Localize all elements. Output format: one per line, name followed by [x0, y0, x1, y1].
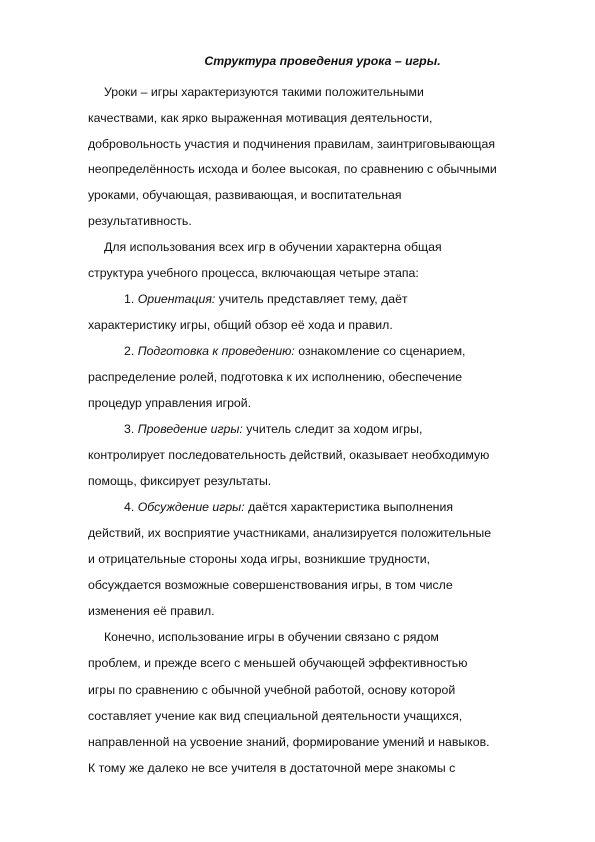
paragraph-line: уроками, обучающая, развивающая, и воспитательная [88, 188, 402, 202]
paragraph-line: помощь, фиксирует результаты. [88, 474, 272, 488]
stage-item-4 [124, 499, 453, 515]
stage-item-2 [124, 343, 465, 359]
paragraph-line: добровольность участия и подчинения правилам, заинтриговывающая [88, 137, 495, 151]
stage-term: Проведение игры: [137, 422, 243, 436]
stage-term: Ориентация: [137, 292, 216, 306]
stage-item-1 [124, 291, 408, 307]
stage-term: Обсуждение игры: [137, 500, 245, 514]
stage-text: даётся характеристика выполнения [248, 500, 453, 514]
stage-number: 4. [124, 500, 135, 514]
paragraph-line: проблем, и прежде всего с меньшей обучающей эффективностью [88, 656, 468, 670]
paragraph-line: неопределённость исхода и более высокая, по сравнению с обычными [88, 162, 497, 176]
paragraph-line: направленной на усвоение знаний, формирование умений и навыков. [88, 735, 490, 749]
paragraph-line: составляет учение как вид специальной деятельности учащихся, [88, 709, 463, 723]
paragraph-line: результативность. [88, 214, 192, 228]
stage-number: 2. [124, 344, 135, 358]
stage-item-3 [124, 421, 422, 437]
paragraph-line: структура учебного процесса, включающая четыре этапа: [88, 266, 419, 280]
paragraph-line: распределение ролей, подготовка к их исполнению, обеспечение [88, 370, 463, 384]
stage-text: учитель представляет тему, даёт [218, 292, 408, 306]
paragraph-line: Для использования всех игр в обучении характерна общая [104, 240, 442, 254]
stage-text: учитель следит за ходом игры, [246, 422, 423, 436]
stage-number: 3. [124, 422, 135, 436]
paragraph-line: игры по сравнению с обычной учебной работой, основу которой [88, 683, 456, 697]
paragraph-line: Уроки – игры характеризуются такими положительными [104, 85, 424, 99]
paragraph-line: процедур управления игрой. [88, 396, 252, 410]
paragraph-line: К тому же далеко не все учителя в достаточной мере знакомы с [88, 761, 456, 775]
paragraph-line: качествами, как ярко выраженная мотивация деятельности, [88, 111, 433, 125]
paragraph-line: и отрицательные стороны хода игры, возникшие трудности, [88, 552, 430, 566]
stage-term: Подготовка к проведению: [137, 344, 295, 358]
paragraph-line: изменения её правил. [88, 604, 215, 618]
stage-number: 1. [124, 292, 135, 306]
paragraph-line: характеристику игры, общий обзор её хода и правил. [88, 318, 393, 332]
paragraph-line: контролирует последовательность действий, оказывает необходимую [88, 448, 490, 462]
stage-text: ознакомление со сценарием, [298, 344, 466, 358]
paragraph-line: Конечно, использование игры в обучении связано с рядом [104, 630, 439, 644]
paragraph-line: обсуждается возможные совершенствования игры, в том числе [88, 578, 453, 592]
document-title: Структура проведения урока – игры. [204, 54, 441, 68]
paragraph-line: действий, их восприятие участниками, анализируется положительные [88, 526, 492, 540]
